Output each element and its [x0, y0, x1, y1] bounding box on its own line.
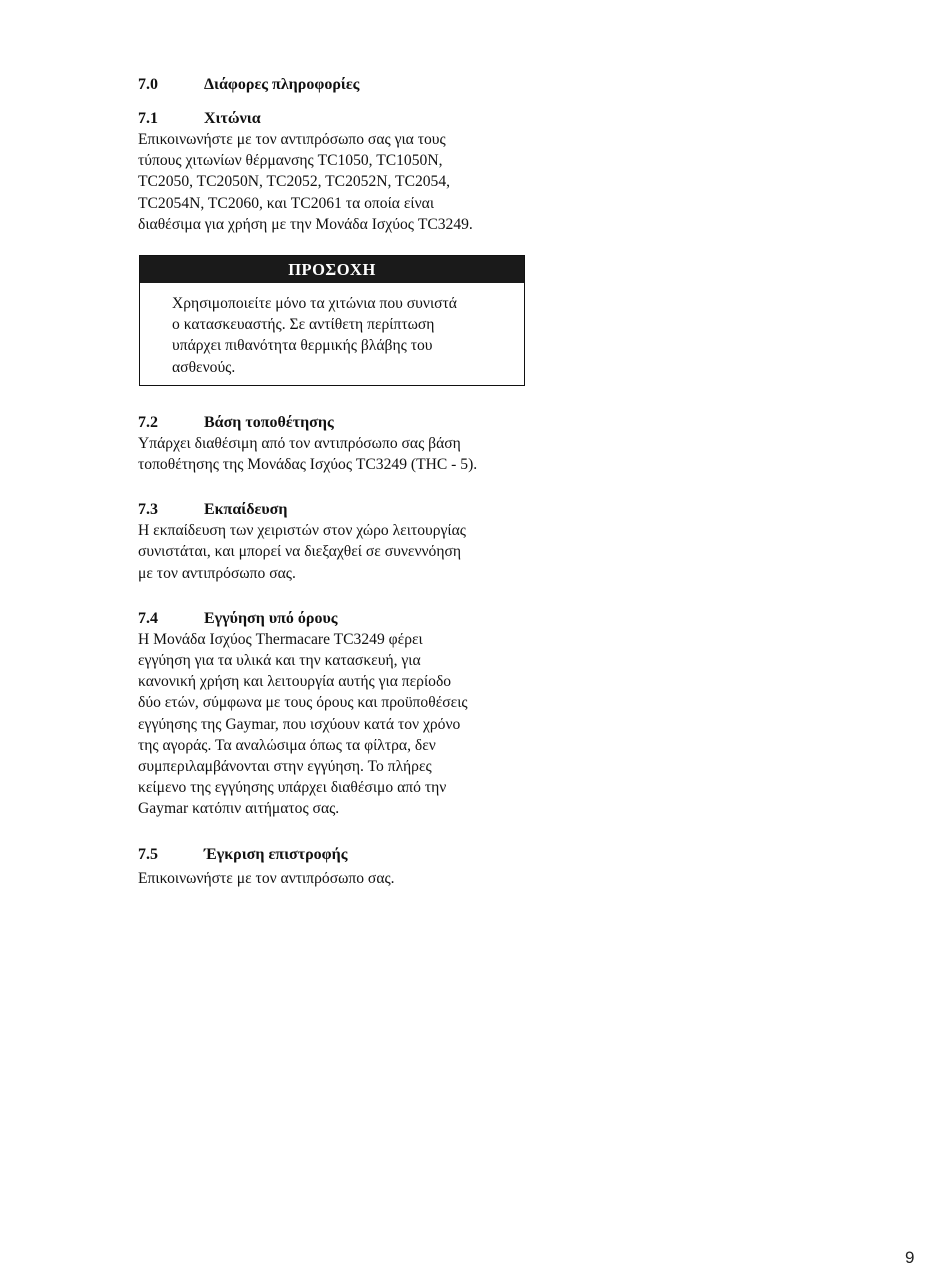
- section-7-5: [138, 844, 530, 889]
- section-title: Βάση τοποθέτησης: [204, 413, 334, 431]
- section-number: 7.3: [138, 501, 158, 519]
- section-body: [138, 433, 530, 475]
- body-line: εγγύηση για τα υλικά και την κατασκευή, για: [138, 652, 421, 670]
- caution-line: ασθενούς.: [172, 358, 236, 376]
- section-number: 7.4: [138, 609, 158, 627]
- body-line: δύο ετών, σύμφωνα με τους όρους και προϋποθέσεις: [138, 694, 468, 712]
- body-line: συμπεριλαμβάνονται στην εγγύηση. Το πλήρες: [138, 758, 432, 776]
- body-line: Gaymar κατόπιν αιτήματος σας.: [138, 800, 340, 818]
- body-line: Επικοινωνήστε με τον αντιπρόσωπο σας.: [138, 869, 395, 887]
- section-title: Εγγύηση υπό όρους: [204, 609, 338, 627]
- caution-text: [140, 283, 524, 385]
- section-number: 7.1: [138, 110, 158, 127]
- section-heading: [138, 608, 530, 629]
- section-heading: [138, 844, 530, 865]
- section-title: Διάφορες πληροφορίες: [204, 76, 360, 93]
- caution-line: υπάρχει πιθανότητα θερμικής βλάβης του: [172, 337, 433, 355]
- caution-box: [139, 255, 525, 386]
- caution-line: Χρησιμοποιείτε μόνο τα χιτώνια που συνιστά: [172, 295, 457, 313]
- section-body: [138, 129, 530, 235]
- body-line: Υπάρχει διαθέσιμη από τον αντιπρόσωπο σας βάση: [138, 434, 461, 452]
- section-7-1: [138, 108, 530, 235]
- body-line: Επικοινωνήστε με τον αντιπρόσωπο σας για τους: [138, 131, 446, 148]
- body-line: κείμενο της εγγύησης υπάρχει διαθέσιμο από την: [138, 779, 447, 797]
- page-content: [138, 74, 530, 913]
- page-number: 9: [905, 1248, 915, 1267]
- section-number: 7.2: [138, 413, 158, 431]
- section-7-3: [138, 499, 530, 584]
- section-body: [138, 629, 530, 820]
- section-heading: [138, 108, 530, 129]
- section-7-2: [138, 412, 530, 475]
- body-line: συνιστάται, και μπορεί να διεξαχθεί σε συνεννόηση: [138, 543, 462, 561]
- section-body: [138, 868, 530, 889]
- section-body: [138, 520, 530, 584]
- body-line: με τον αντιπρόσωπο σας.: [138, 564, 296, 582]
- section-heading: [138, 74, 530, 95]
- body-line: εγγύησης της Gaymar, που ισχύουν κατά τον χρόνο: [138, 715, 461, 733]
- section-number: 7.0: [138, 76, 158, 93]
- caution-title: ΠΡΟΣΟΧΗ: [140, 256, 524, 283]
- section-title: Εκπαίδευση: [204, 501, 288, 519]
- section-heading: [138, 412, 530, 433]
- section-title: Χιτώνια: [204, 110, 261, 127]
- body-line: Η Μονάδα Ισχύος Thermacare TC3249 φέρει: [138, 630, 423, 648]
- body-line: κανονική χρήση και λειτουργία αυτής για περίοδο: [138, 673, 452, 691]
- section-heading: [138, 499, 530, 520]
- body-line: Η εκπαίδευση των χειριστών στον χώρο λειτουργίας: [138, 522, 466, 540]
- section-7-0: [138, 74, 530, 95]
- body-line: TC2050, TC2050N, TC2052, TC2052N, TC2054,: [138, 173, 451, 191]
- body-line: TC2054N, TC2060, και TC2061 τα οποία είναι: [138, 194, 435, 212]
- body-line: της αγοράς. Τα αναλώσιμα όπως τα φίλτρα, δεν: [138, 736, 436, 754]
- caution-line: ο κατασκευαστής. Σε αντίθετη περίπτωση: [172, 316, 435, 334]
- section-7-4: [138, 608, 530, 820]
- body-line: τύπους χιτωνίων θέρμανσης TC1050, TC1050N,: [138, 152, 443, 170]
- section-title: Έγκριση επιστροφής: [204, 845, 348, 863]
- section-number: 7.5: [138, 845, 158, 863]
- body-line: τοποθέτησης της Μονάδας Ισχύος TC3249 (THC - 5).: [138, 456, 478, 474]
- body-line: διαθέσιμα για χρήση με την Μονάδα Ισχύος TC3249.: [138, 215, 473, 233]
